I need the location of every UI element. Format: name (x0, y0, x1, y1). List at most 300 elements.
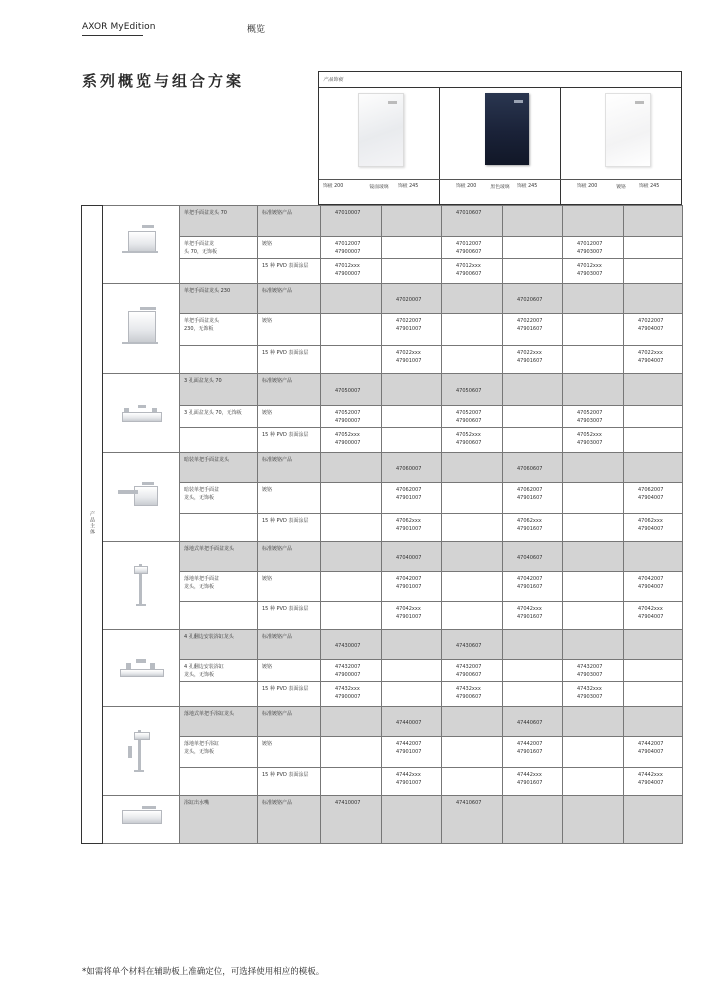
article-number: 47903007 (577, 672, 603, 678)
article-number-cell (442, 682, 503, 707)
article-number-cell (442, 346, 503, 374)
article-number: 47901007 (396, 326, 422, 332)
article-number: 47042007 (396, 576, 422, 582)
article-number: 47901607 (517, 749, 543, 755)
finish-type: 15 种 PVD 表面涂层 (262, 518, 309, 524)
article-number-cell (624, 237, 683, 259)
article-number: 47903007 (577, 694, 603, 700)
article-number-cell (382, 346, 442, 374)
product-name: 230，无饰板 (184, 326, 214, 332)
article-number-cell (624, 682, 683, 707)
article-number-cell (503, 428, 563, 453)
column-label: 饰板 200 (323, 184, 344, 189)
article-number: 47052xxx (335, 432, 360, 438)
article-number: 47901007 (396, 495, 422, 501)
article-number-cell (503, 768, 563, 796)
product-name-cell (180, 428, 258, 453)
finish-type-cell (258, 660, 321, 682)
article-number: 47900007 (335, 440, 361, 446)
finish-type-cell (258, 483, 321, 514)
finish-type-cell (258, 259, 321, 284)
section-label: 概览 (247, 25, 266, 35)
article-number: 47012007 (577, 241, 603, 247)
finish-type: 镀铬 (262, 664, 273, 670)
product-image-cell (103, 542, 180, 630)
article-number-cell (382, 259, 442, 284)
product-name-cell (180, 682, 258, 707)
article-number: 47900007 (335, 672, 361, 678)
article-number-cell (321, 660, 382, 682)
article-number: 47901607 (517, 495, 543, 501)
article-number-cell (321, 237, 382, 259)
article-number: 47901607 (517, 526, 543, 532)
three-hole-basin-mixer-image (112, 390, 170, 434)
product-image-cell (103, 707, 180, 796)
finish-type: 镀铬 (262, 241, 273, 247)
finish-type-cell (258, 453, 321, 483)
article-number-cell (321, 630, 382, 660)
finish-type: 15 种 PVD 表面涂层 (262, 606, 309, 612)
table-row (82, 453, 683, 483)
article-number-cell (563, 314, 624, 346)
product-name: 落地单把手面盆 (184, 576, 220, 582)
article-number-cell (624, 602, 683, 630)
article-number-cell (321, 602, 382, 630)
product-name-cell (180, 406, 258, 428)
article-number: 47901007 (396, 614, 422, 620)
finish-type: 镀铬 (262, 487, 273, 493)
article-number: 47042007 (517, 576, 543, 582)
article-number-cell (382, 428, 442, 453)
article-number-cell (624, 660, 683, 682)
table-row (82, 796, 683, 844)
article-number-cell (382, 737, 442, 768)
finish-type-cell (258, 237, 321, 259)
brand-label: AXOR MyEdition (82, 22, 156, 32)
product-name: 3 孔面盆龙头 70 (184, 378, 222, 384)
table-row (82, 542, 683, 572)
product-name: 单把手面盆龙头 230 (184, 288, 231, 294)
article-number-cell (503, 514, 563, 542)
article-number-cell (321, 796, 382, 844)
article-number-cell (382, 796, 442, 844)
article-number: 47430007 (335, 643, 361, 649)
finish-type: 15 种 PVD 表面涂层 (262, 263, 309, 269)
product-name-cell (180, 796, 258, 844)
article-number: 47052xxx (456, 432, 481, 438)
article-number: 47903007 (577, 440, 603, 446)
article-number-cell (442, 572, 503, 602)
article-number: 47442xxx (517, 772, 542, 778)
article-number-cell (321, 346, 382, 374)
article-number: 47020007 (396, 297, 422, 303)
article-number-cell (503, 346, 563, 374)
article-number: 47901607 (517, 326, 543, 332)
plate-group-label: 黑色玻璃 (490, 185, 510, 190)
article-number-cell (563, 428, 624, 453)
finish-type: 标准镀铬产品 (262, 634, 293, 640)
article-number-cell (624, 259, 683, 284)
article-number-cell (624, 768, 683, 796)
article-number: 47432xxx (577, 686, 602, 692)
article-number: 47900007 (335, 271, 361, 277)
column-label: 饰板 245 (398, 184, 419, 189)
article-number-cell (382, 453, 442, 483)
article-number-cell (382, 602, 442, 630)
product-name: 3 孔面盆龙头 70，无饰板 (184, 410, 242, 416)
article-number: 47901607 (517, 780, 543, 786)
article-number: 47903007 (577, 249, 603, 255)
article-number: 47432xxx (335, 686, 360, 692)
article-number-cell (563, 237, 624, 259)
product-name-cell (180, 602, 258, 630)
finish-type-cell (258, 707, 321, 737)
article-number-cell (321, 453, 382, 483)
product-image-cell (103, 374, 180, 453)
product-name-cell (180, 542, 258, 572)
article-number: 47904007 (638, 614, 664, 620)
plate-group-label: 镀铬 (616, 185, 626, 190)
finish-type-cell (258, 542, 321, 572)
table-row (82, 374, 683, 406)
article-number-cell (563, 259, 624, 284)
finish-type: 15 种 PVD 表面涂层 (262, 432, 309, 438)
table-row (82, 284, 683, 314)
article-number: 47442007 (396, 741, 422, 747)
finish-type: 标准镀铬产品 (262, 546, 293, 552)
article-number: 47900007 (335, 694, 361, 700)
article-number-cell (382, 206, 442, 237)
article-number: 47062007 (396, 487, 422, 493)
article-number: 47012007 (456, 241, 482, 247)
article-number: 47410007 (335, 800, 361, 806)
article-number-cell (382, 630, 442, 660)
article-number-cell (503, 453, 563, 483)
product-name-cell (180, 284, 258, 314)
article-number-cell (563, 284, 624, 314)
chrome-plate-image (605, 93, 651, 167)
article-number-cell (624, 514, 683, 542)
article-number-cell (503, 707, 563, 737)
article-number: 47012xxx (335, 263, 360, 269)
article-number-cell (503, 796, 563, 844)
product-name-cell (180, 314, 258, 346)
panel-title: 产品饰板 (323, 77, 344, 83)
finish-type: 标准镀铬产品 (262, 800, 293, 806)
article-number-cell (624, 796, 683, 844)
article-number-cell (321, 542, 382, 572)
article-number: 47900007 (335, 249, 361, 255)
article-number: 47901607 (517, 614, 543, 620)
finish-type-cell (258, 206, 321, 237)
article-number-cell (503, 406, 563, 428)
article-number-cell (382, 314, 442, 346)
article-number-cell (321, 428, 382, 453)
article-number: 47900607 (456, 271, 482, 277)
article-number-cell (624, 542, 683, 572)
floor-standing-bath-mixer-image (112, 728, 170, 772)
article-number-cell (321, 483, 382, 514)
article-number-cell (321, 374, 382, 406)
article-number: 47901607 (517, 358, 543, 364)
finish-type: 镀铬 (262, 318, 273, 324)
article-number-cell (563, 768, 624, 796)
article-number-cell (321, 206, 382, 237)
finish-type: 15 种 PVD 表面涂层 (262, 686, 309, 692)
article-number-cell (563, 206, 624, 237)
article-number-cell (624, 572, 683, 602)
article-number: 47903007 (577, 418, 603, 424)
product-name: 龙头，无饰板 (184, 495, 215, 501)
product-plate-panel (318, 71, 682, 205)
article-number-cell (442, 796, 503, 844)
product-name: 落地单把手浴缸 (184, 741, 220, 747)
article-number-cell (442, 630, 503, 660)
article-number: 47040007 (396, 555, 422, 561)
article-number-cell (382, 707, 442, 737)
article-number-cell (382, 768, 442, 796)
article-number-cell (503, 660, 563, 682)
finish-type: 15 种 PVD 表面涂层 (262, 772, 309, 778)
product-name: 落地式单把手面盆龙头 (184, 546, 235, 552)
article-number-cell (624, 483, 683, 514)
product-name-cell (180, 768, 258, 796)
product-name-cell (180, 737, 258, 768)
article-number: 47901007 (396, 749, 422, 755)
article-number: 47901007 (396, 358, 422, 364)
article-number-cell (563, 514, 624, 542)
finish-type-cell (258, 374, 321, 406)
article-number-cell (442, 514, 503, 542)
finish-type: 镀铬 (262, 576, 273, 582)
article-number-cell (382, 572, 442, 602)
article-number-cell (382, 374, 442, 406)
product-name: 单把手面盆龙头 70 (184, 210, 227, 216)
article-number: 47022xxx (517, 350, 542, 356)
product-image-cell (103, 206, 180, 284)
article-number: 47012xxx (456, 263, 481, 269)
article-number-cell (563, 572, 624, 602)
article-number-cell (321, 406, 382, 428)
column-label: 饰板 245 (639, 184, 660, 189)
floor-standing-basin-mixer-image (112, 562, 170, 606)
article-number-cell (624, 284, 683, 314)
article-number-cell (503, 284, 563, 314)
article-number-cell (624, 314, 683, 346)
article-number-cell (321, 514, 382, 542)
article-number: 47060007 (396, 466, 422, 472)
article-number-cell (442, 206, 503, 237)
finish-type-cell (258, 572, 321, 602)
product-name: 浴缸出水嘴 (184, 800, 210, 806)
finish-type-cell (258, 346, 321, 374)
finish-type-cell (258, 796, 321, 844)
article-number-cell (624, 428, 683, 453)
article-number-cell (382, 406, 442, 428)
product-name: 单把手面盆龙 (184, 241, 215, 247)
article-number-cell (563, 682, 624, 707)
article-number: 47900607 (456, 418, 482, 424)
article-number: 47042xxx (517, 606, 542, 612)
article-number: 47020607 (517, 297, 543, 303)
table-row (82, 206, 683, 237)
column-label: 饰板 200 (456, 184, 477, 189)
article-number-cell (563, 542, 624, 572)
article-number-cell (442, 483, 503, 514)
product-name-cell (180, 206, 258, 237)
article-number: 47900007 (335, 418, 361, 424)
article-number: 47904007 (638, 495, 664, 501)
article-number-cell (563, 630, 624, 660)
article-number: 47904007 (638, 780, 664, 786)
article-number: 47432xxx (456, 686, 481, 692)
article-number-cell (563, 707, 624, 737)
finish-type-cell (258, 682, 321, 707)
article-number-cell (442, 428, 503, 453)
finish-type-cell (258, 314, 321, 346)
product-name: 4 孔翻边安装浴缸 (184, 664, 224, 670)
article-number-cell (442, 707, 503, 737)
side-label: 产品主体 (89, 511, 95, 535)
article-number: 47052xxx (577, 432, 602, 438)
article-number-cell (624, 374, 683, 406)
article-number-cell (382, 682, 442, 707)
finish-type-cell (258, 768, 321, 796)
article-number-cell (382, 483, 442, 514)
article-number-cell (321, 284, 382, 314)
plate-group-label: 镜面玻璃 (369, 185, 389, 190)
article-number: 47022007 (638, 318, 664, 324)
mirror-glass-plate-image (358, 93, 404, 167)
article-number: 47904007 (638, 358, 664, 364)
article-number-cell (503, 374, 563, 406)
article-number: 47052007 (577, 410, 603, 416)
column-label: 饰板 245 (517, 184, 538, 189)
wall-mounted-basin-mixer-image (112, 474, 170, 518)
finish-type: 标准镀铬产品 (262, 378, 293, 384)
finish-type-cell (258, 602, 321, 630)
article-number-cell (442, 660, 503, 682)
article-number-cell (382, 542, 442, 572)
article-number: 47904007 (638, 326, 664, 332)
product-name-cell (180, 707, 258, 737)
article-number-cell (382, 660, 442, 682)
finish-type: 标准镀铬产品 (262, 711, 293, 717)
article-number: 47052007 (335, 410, 361, 416)
article-number-cell (624, 707, 683, 737)
article-number-cell (382, 514, 442, 542)
finish-type: 镀铬 (262, 741, 273, 747)
article-number: 47010607 (456, 210, 482, 216)
article-number-cell (624, 453, 683, 483)
product-name: 头 70，无饰板 (184, 249, 217, 255)
article-number: 47440007 (396, 720, 422, 726)
product-name: 单把手面盆龙头 (184, 318, 220, 324)
product-name-cell (180, 660, 258, 682)
article-number-cell (321, 259, 382, 284)
product-image-cell (103, 630, 180, 707)
article-number: 47012xxx (577, 263, 602, 269)
panel-separator (319, 179, 681, 180)
article-number-cell (442, 314, 503, 346)
article-number: 47901607 (517, 584, 543, 590)
footnote: *如需将单个材料在辅助板上准确定位，可选择使用相应的模板。 (82, 967, 325, 977)
finish-type-cell (258, 406, 321, 428)
side-label-cell (82, 206, 103, 844)
article-number-cell (442, 406, 503, 428)
article-number-cell (624, 206, 683, 237)
article-number-cell (503, 314, 563, 346)
article-number-cell (442, 284, 503, 314)
article-number: 47010007 (335, 210, 361, 216)
article-number-cell (563, 483, 624, 514)
article-number: 47903007 (577, 271, 603, 277)
article-number: 47432007 (577, 664, 603, 670)
article-number-cell (563, 737, 624, 768)
finish-type: 15 种 PVD 表面涂层 (262, 350, 309, 356)
article-number: 47022007 (517, 318, 543, 324)
article-number: 47062xxx (517, 518, 542, 524)
article-number: 47042xxx (396, 606, 421, 612)
finish-type-cell (258, 630, 321, 660)
article-number: 47432007 (335, 664, 361, 670)
article-number: 47900607 (456, 249, 482, 255)
finish-type-cell (258, 737, 321, 768)
product-name: 落地式单把手浴缸龙头 (184, 711, 235, 717)
article-number: 47901007 (396, 584, 422, 590)
four-hole-bath-mixer-image (112, 645, 170, 689)
article-number-cell (442, 237, 503, 259)
article-number: 47904007 (638, 584, 664, 590)
article-number-cell (321, 737, 382, 768)
article-number: 47442007 (517, 741, 543, 747)
article-number-cell (321, 314, 382, 346)
article-number: 47042007 (638, 576, 664, 582)
article-number-cell (442, 542, 503, 572)
article-number: 47901007 (396, 780, 422, 786)
article-number-cell (382, 237, 442, 259)
article-number-cell (624, 406, 683, 428)
article-number-cell (321, 707, 382, 737)
product-name: 龙头，无饰板 (184, 672, 215, 678)
article-number: 47062xxx (396, 518, 421, 524)
article-number-cell (321, 572, 382, 602)
article-number: 47062007 (517, 487, 543, 493)
article-number: 47442xxx (396, 772, 421, 778)
finish-type: 标准镀铬产品 (262, 288, 293, 294)
table-row (82, 707, 683, 737)
product-name-cell (180, 630, 258, 660)
article-number: 47052007 (456, 410, 482, 416)
article-number-cell (503, 542, 563, 572)
article-number: 47440607 (517, 720, 543, 726)
article-number: 47901007 (396, 526, 422, 532)
article-number-cell (442, 768, 503, 796)
article-number: 47022xxx (638, 350, 663, 356)
article-number: 47430607 (456, 643, 482, 649)
black-glass-plate-image (485, 93, 529, 165)
article-number-cell (624, 630, 683, 660)
product-name-cell (180, 374, 258, 406)
product-image-cell (103, 796, 180, 844)
article-number: 47442007 (638, 741, 664, 747)
article-number-cell (563, 796, 624, 844)
article-number-cell (503, 237, 563, 259)
finish-type: 镀铬 (262, 410, 273, 416)
article-number-cell (321, 768, 382, 796)
table-row (82, 630, 683, 660)
basin-mixer-70-image (112, 221, 170, 265)
